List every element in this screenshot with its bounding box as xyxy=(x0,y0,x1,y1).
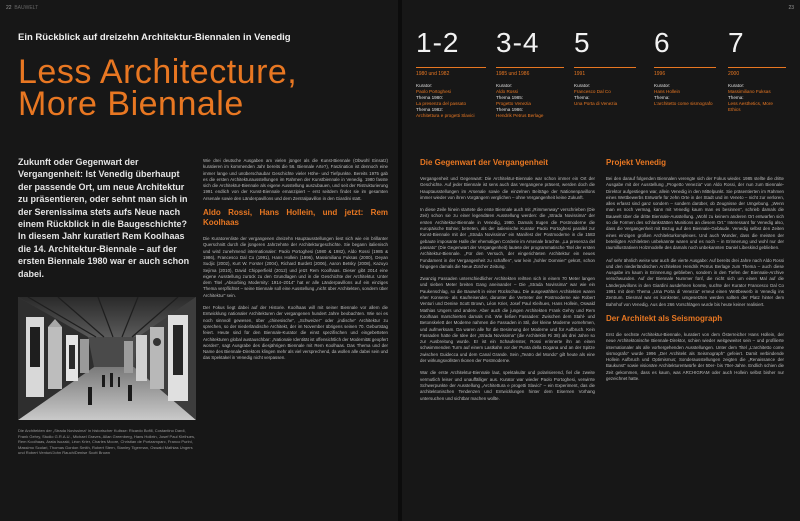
timeline-number: 3-4 xyxy=(496,27,540,58)
body-paragraph: War die erste Architektur-Biennale laut, spektakulär und polarisierend, fiel die zweite vermutlich leiser und unauffälliger aus. Kurator war wieder Paolo Portoghesi, verwirrte Schwerpunkte der Ausstellung „Architettura e progetti Slavici“ – ein Experiment, das die architektonischen Tendenzen und Entwicklungen hinter dem Eisernen Vorhang untersuchen und sichtbar machen wollte. xyxy=(420,370,595,401)
strada-novissima-photo xyxy=(18,297,196,420)
left-page xyxy=(0,0,398,521)
right-body-column-2 xyxy=(606,158,784,388)
timeline-number: 5 xyxy=(574,27,591,58)
timeline-rule xyxy=(574,67,636,68)
left-body-column xyxy=(203,158,388,368)
page-number-right: 23 xyxy=(788,5,794,11)
headline-line-1: Less Architecture, xyxy=(18,53,298,91)
timeline-rule xyxy=(496,67,564,68)
timeline-number: 6 xyxy=(654,27,671,58)
section-heading: Projekt Venedig xyxy=(606,158,667,167)
section-heading: Die Gegenwart der Vergangenheit xyxy=(420,158,549,167)
timeline-details: Kurator: Hans Hollein Thema: L'architetto come sismografo xyxy=(654,83,713,106)
body-paragraph: Auf sehr ähnlich weise war auch die vierte Ausgabe: Auf bereits drei Jahre nach Aldo Rossi und den niederländischen Architekten Hendrik Petrus Berlage zum Thema – auch diese Ausgabe im kaum in Erinnerung geblieben, sondern in den Tiefen der Biennale-Archive verschwunden. Auf der Biennale Nummer fünf, die nicht sich um einen Mal auf die Länderpavillons in den Giardini ausdehnen konnte, suchte der Kurator Francesco Dal Co 1991 mit dem Thema „Una Porta di Venezia“ erneut einen Wettbewerb in Venedig ins Zentrum. Diesmal war es konkreter, umgesetzten werden sollten der Platz hinter dem Bahnhof von Venedig. Aus den 266 Vorschlägen wurde bis heute keiner realisiert. xyxy=(606,257,784,307)
timeline-years: 1991 xyxy=(574,71,586,77)
body-paragraph: Bei den darauf folgenden Biennalen verengte sich der Fokus wieder. 1985 stellte die dritte Ausgabe mit der Ausstellung „Progetto Venezia“ von Aldo Rossi, der nun zum Biennale-Direktor aufgestiegen war, allein Venedig in den Mittelpunkt. Sie präsentierten im Rahmen eines Wettbewerbs Entwürfe für zehn Orte in der Stadt und im Veneto – nicht zur verloren, alles erfasst sind ganz sondern – sondern darüber, ob Zeugnisse der Umgebung. „Wenn man es noch vermag, kann mit Venedig kaum man es besinnen“, schrieb damals die Bauwelt über die dritte Biennale-Ausstellung. „Wohl zu keinem anderen Ort entwarfen sich so die Formen des schlankstätten Munitions an diesem Ort.“ Interessant für Venedig also, dass die Vergangenheit mit Bezug auf den Biennale-Gebäude. Venedig selbst den Zeiten eines einzigen großen Architekturkomplexes. Und auch Wunder, dass die meisten der beteiligten Architekten unbekannte waren und es noch – in Erinnerung und wohl nur der raumillustrativen Holzmodelle des damals noch unbekannten Daniel Libeskind geblieben. xyxy=(606,176,784,251)
timeline-entry xyxy=(728,28,786,113)
section-heading: Aldo Rossi, Hans Hollein, und jetzt: Rem Koolhaas xyxy=(203,208,388,228)
timeline-rule xyxy=(416,67,486,68)
timeline-details: Kurator: Paolo Portoghesi Thema 1980: La presenza del passato Thema 1982: Architettura e progetti Slavici xyxy=(416,83,475,118)
timeline-entry xyxy=(654,28,716,107)
body-paragraph: Der Fokus liegt dabei auf der Historie. Koolhaas will mit seiner Biennale vor allem die Entwicklung nationaler Architekturen der vergangenen hundert Jahre beobachten. Wie sei es noch sinnvoll gewesen, über „chinesische“, „Schweizer“ oder „indische“ Architektur zu sprechen, so der niederländische Architekt, der im November übrigens seinen 70. Geburtstag feiert. Heute sind für den Biennale-Kurator die einst spezifischen und eingebetteten Architekturen global austauschbar: „Nationale Identität ist offensichtlich der Modernität geopfert worden“, sagt Ausgrabe des diesjährigen Biennale mit Rem Koolhaas. Das Thema und der Name des Biennale-Direktors klingen mehr als viel versprechend, da wollen alle dabei sein und das Spektakel in Venedig nicht verpassen. xyxy=(203,305,388,361)
photo-caption: Die Architekten der „Strada Novissima“ in historischer Kulisse: Ricardo Bofill, Costantino Dardi, Frank Gehry, Studio G.R.A.U., Michael Graves, Allan Greenberg, Hans Hollein, Josef Paul Kleihues, Rem Koolhaas, Arata Isozaki, Léon Krier, Charles Moore, Christian de Portzamparc, Franco Purini, Massimo Scolari, Thomas Gordon Smith, Robert Stern, Stanley Tigerman, Oswald Mathias Ungers und Robert Venturi/John Rauch/Denise Scott Brown xyxy=(18,428,196,456)
timeline-number: 7 xyxy=(728,27,745,58)
timeline-details: Kurator: Aldo Rossi Thema 1985: Progetto Venezia Thema 1986: Hendrik Petrus Berlage xyxy=(496,83,544,118)
right-body-column-1 xyxy=(420,158,595,408)
timeline-years: 1996 xyxy=(654,71,666,77)
biennale-timeline xyxy=(416,28,786,143)
timeline-entry xyxy=(416,28,486,119)
timeline-years: 2000 xyxy=(728,71,740,77)
timeline-number: 1-2 xyxy=(416,27,460,58)
timeline-rule xyxy=(654,67,716,68)
section-heading: Der Architekt als Seismograph xyxy=(606,313,723,323)
body-paragraph: Die Kuratorenliste der vergangenen dreizehn Hauptausstellungen liest sich wie ein brillanter Querschnitt durch die jüngeren Jahrzehnte der Architekturgeschichte. Sie begann italienisch und wird zunehmend internationaler: Paolo Portoghesi (1980 & 1982), Aldo Rossi (1985 & 1986), Francesco Dal Co (1991), Hans Hollein (1996), Massimiliano Fuksas (2000), Deyan Sudjic (2002), Kurt W. Forster (2004), Richard Burdett (2006), Aaron Betsky (2008), Kazuyo Sejima (2010), David Chipperfield (2012) und jetzt Rem Koolhaas. Dieser gibt 2014 eine eigene Ausstellung zurück zu den Grundlagen und in die Geschichte der Architektur. Unter dem Titel „Absorbing Modernity: 1914–2014“ hat er alle Länderpavillons auf ein einziges Thema verpflichtet – seine Biennale soll eine Ausstellung „nicht über Architekten, sondern über Architektur“ sein. xyxy=(203,236,388,298)
timeline-details: Kurator: Massimiliano Fuksas Thema: Less Aesthetics, More Ethics xyxy=(728,83,773,112)
page-number-left: 22 BAUWELT xyxy=(6,5,39,11)
headline xyxy=(18,53,298,123)
body-paragraph: Erst die sechste Architektur-Biennale, kuratiert von dem Österreicher Hans Hollein, der neue Architektonische Biennale-Direktor, schien wieder weitgeweitet sein – und profilierte internationaler als alle vorhergehenden Ausstellungen. Unter dem Titel „L'architetto come sismografo“ wurde 1996 „Der Architekt als Seismograph“ gefeiert. Damit verbindende Hollein Aufbruch und Optimismus; Sonderausstellungen zeigten die „Renaissance der Baukunst“ sowie visionäre Architekturentwürfe der 50er- bis 70er-Jahre. Endlich schien die Zeit gekommen, dass es kaum, was ARCHIGRAM oder auch Hollein selbst bisher nur gezeichnet hatte. xyxy=(606,331,784,382)
body-paragraph: Vergangenheit und Gegenwart: Die Architektur-Biennale war schon immer ein Ort der Geschichte. Auf jeder Biennale ist sens auch das Vergangene präsent, werden doch die Hauptausstellungen im Arsenale sowie die einzelnen Beiträge der Nationenpavillons immer wieder von ihren Vorgängern verglichen – ohne Vergangenheit keine Zukunft. xyxy=(420,176,595,200)
intro-paragraph: Zukunft oder Gegenwart der Vergangenheit: Ist Venedig überhaupt der passende Ort, um neue Architektur zu präsentieren, oder sehnt man sich in der Serenissima stets aufs Neue nach einem Rückblick in die Baugeschichte? In diesem Jahr kuratiert Rem Koolhaas die 14. Architektur-Biennale – auf der ersten Biennale 1980 war er auch schon dabei. xyxy=(18,157,190,279)
photo-illustration xyxy=(18,297,196,420)
headline-line-2: More Biennale xyxy=(18,85,244,123)
timeline-details: Kurator: Francesco Dal Co Thema: Una Porta di Venezia xyxy=(574,83,618,106)
timeline-years: 1985 und 1986 xyxy=(496,71,530,77)
kicker: Ein Rückblick auf dreizehn Architektur-Biennalen in Venedig xyxy=(18,32,291,43)
timeline-entry xyxy=(574,28,636,107)
body-paragraph: Wie drei deutsche Ausgaben am vielen jünger als die Kunst-Biennale (Obwohl Einsatz) kuratieren im kommenden Jahr bereits die 56. Biennale Arte?), Faszination ist dennoch eine immer lange und unüberschaubar Geschichte vieler Höhe- und Tiefpunkte. Bereits 1975 gab es die ersten Architekturausstellungen im Rahmen der Kunstbiennale in Venedig. 1980 fasste sich die Architektur-Biennale als eigene Ausstellung auszubauen, und seit der Ristrukturierung 1991 endlich von der Kunst-Biennale emanzipiert – erst seitdem findet sie im gesamten Arsenale sowie den Länderpavillons und dem Zentralpavillon in den Giardini statt. xyxy=(203,158,388,201)
timeline-rule xyxy=(728,67,786,68)
body-paragraph: In diese Zeile hinein startete die erste Biennale auch mit „Rimmenway“ verschrieben (Die Zeit) schon sie zu einer legendären Ausstellung werden: die „Strada Novissima“ der ersten Architektur-Biennale in Venedig, 1980. Damals trugen die Postmoderne die europäische Bühne; betreten, als der italienische Kurator Paolo Portoghesi parallel zur Kunst-Biennale mit der „Strada Novissima“ ein Manifest der Postmoderne in die 1583 gebaute imposante Halle der ehemaligen Corderie im Arsenale brachte. „La presenza del passato“ (Die Gegenwart der Vergangenheit) lautete der programmatische Titel der ersten Architektur-Biennale. „Für den Versuch, der eingerichteten Architektur ein neues Fundament in der Vergangenheit zu schaffen“, war kein „hohler Domnier“ gekürt, schon hingegen damals die Neue Zürcher Zeitung. xyxy=(420,207,595,269)
timeline-years: 1980 und 1982 xyxy=(416,71,450,77)
body-paragraph: Zwanzig Fassaden unterschiedlicher Architekten reihten sich in einem 70 Meter langen und sieben Meter breiten Gang aneinander – Die „Strada Novissima“ war wie ein Paukenschlag, so die Bauwelt in einer Rückschau. Die ausgewählten Architekten waren eher Konsens- als Kaufreisender, darunter die Vertreter der Postmoderne wie Robert Venturi und Denise Scott Brown, Léon Krier, Josef Paul Kleihues, Hans Hollein, Oswald Mathias Ungers und andere. Aber auch die jungen Architekten Frank Gehry und Rem Koolhaas marschierten damals mit. Wie ließen Fassaden: Zwischen dem Stahl- und Betonskelett der Moderne nahmen die Fassaden in Stil, der kleine Moderne vornehmen, und aufmerksam. Da waren alle für die Besinnung der Moderne und für Aufbruch. Kein Fassaden hatte die Idee der „Strada Novissima“ (die Architektin Ri 38) als drei Jahre so zur Ausbreitung wurde. Er ist ein Schaufenster, Rossi erinnerte ihn an einen schwimmenden Turm auf einem Lastkahn vor der Punta della Dogana und an der Spitze zwischen Guidecca und dem Canal Grande. Sein „Teatro del Mondo“ gilt heute als eine der wirkungsvollsten Ikonen der Postmoderne. xyxy=(420,276,595,364)
timeline-entry xyxy=(496,28,564,119)
